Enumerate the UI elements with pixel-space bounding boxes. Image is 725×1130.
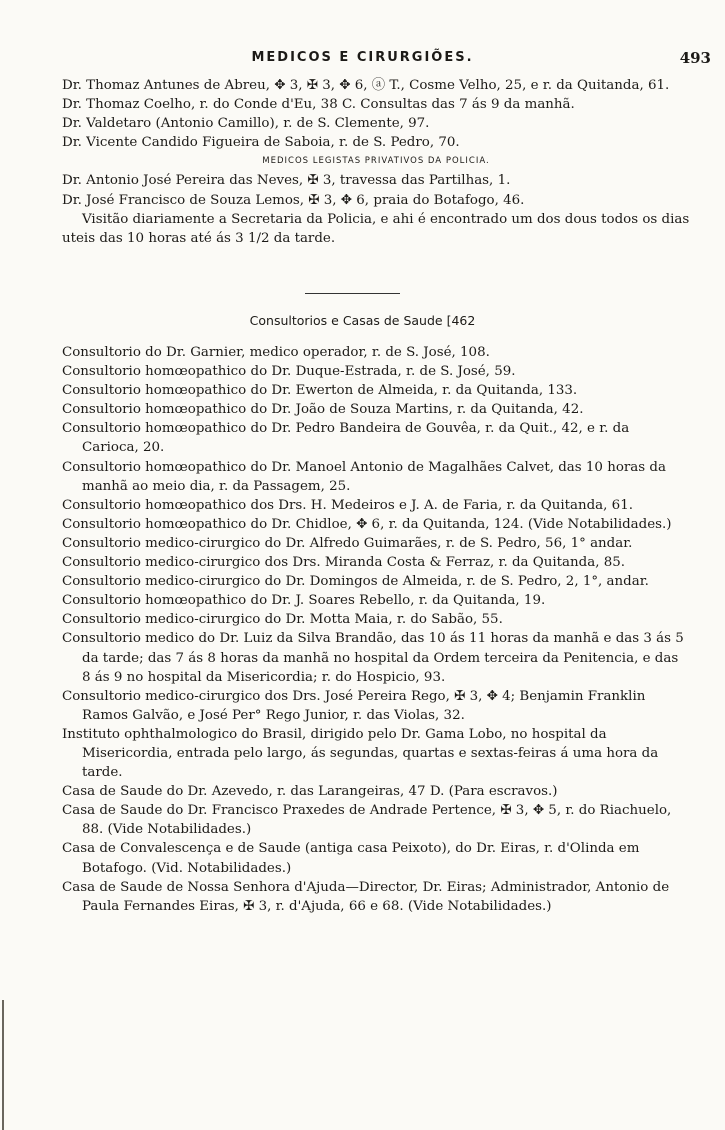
list-item: Casa de Saude de Nossa Senhora d'Ajuda—Director, Dr. Eiras; Administrador, Antonio de Paula Fernandes Eiras, ✠ 3, r. d'Ajuda, 66 e 68. (Vide Notabilidades.) (62, 879, 670, 914)
list-item: Consultorio medico do Dr. Luiz da Silva Brandão, das 10 ás 11 horas da manhã e das 3 ás 5 da tarde; das 7 ás 8 horas da manhã no hospital da Ordem terceira da Penitencia, e das 8 ás 9 no hospital da Misericordia; r. do Hospicio, 93. (62, 631, 684, 685)
section-title: Consultorios e Casas de Saude [462 (249, 313, 476, 328)
list-item: Dr. Thomaz Antunes de Abreu, ✥ 3, ✠ 3, ✥ 6, ⓐ T., Cosme Velho, 25, e r. da Quitanda, 61. (62, 78, 670, 93)
list-item: Casa de Saude do Dr. Francisco Praxedes de Andrade Pertence, ✠ 3, ✥ 5, r. do Riachuelo, 88. (Vide Notabilidades.) (62, 803, 672, 838)
list-item: Consultorio medico-cirurgico do Dr. Domingos de Almeida, r. de S. Pedro, 2, 1°, andar. (62, 574, 649, 590)
list-item: Consultorio homœopathico do Dr. Pedro Bandeira de Gouvêa, r. da Quit., 42, e r. da Carioca, 20. (62, 421, 630, 456)
page-number: 493 (679, 49, 711, 67)
list-item: Casa de Convalescença e de Saude (antiga casa Peixoto), do Dr. Eiras, r. d'Olinda em Botafogo. (Vid. Notabilidades.) (62, 841, 640, 876)
list-item: Casa de Saude do Dr. Azevedo, r. das Larangeiras, 47 D. (Para escravos.) (62, 784, 558, 800)
list-item: Consultorio homœopathico do Dr. Manoel Antonio de Magalhães Calvet, das 10 horas da manhã ao meio dia, r. da Passagem, 25. (62, 459, 666, 494)
list-item: Consultorio medico-cirurgico do Dr. Alfredo Guimarães, r. de S. Pedro, 56, 1° andar. (62, 535, 633, 551)
police-subheading: MEDICOS LEGISTAS PRIVATIVOS DA POLICIA. (262, 156, 490, 167)
list-item: Consultorio homœopathico do Dr. Ewerton de Almeida, r. da Quitanda, 133. (62, 383, 578, 399)
list-item: Consultorio medico-cirurgico dos Drs. José Pereira Rego, ✠ 3, ✥ 4; Benjamin Franklin Ramos Galvão, e José Per° Rego Junior, r. das Violas, 32. (62, 688, 646, 723)
list-item: Consultorio homœopathico dos Drs. H. Medeiros e J. A. de Faria, r. da Quitanda, 61. (62, 497, 633, 513)
margin-line (2, 1000, 4, 1130)
list-item: Consultorio homœopathico do Dr. J. Soares Rebello, r. da Quitanda, 19. (62, 593, 546, 609)
list-item: Consultorio medico-cirurgico dos Drs. Miranda Costa & Ferraz, r. da Quitanda, 85. (62, 555, 626, 571)
list-item: Dr. Antonio José Pereira das Neves, ✠ 3, travessa das Partilhas, 1. (62, 173, 511, 189)
physician-list (62, 76, 690, 248)
page-header (0, 50, 725, 72)
list-item: Consultorio homœopathico do Dr. Duque-Estrada, r. de S. José, 59. (62, 364, 516, 380)
list-item: Consultorio do Dr. Garnier, medico operador, r. de S. José, 108. (62, 345, 490, 360)
list-item: Instituto ophthalmologico do Brasil, dirigido pelo Dr. Gama Lobo, no hospital da Misericordia, entrada pelo largo, ás segundas, quartas e sextas-feiras á uma hora da tarde. (62, 726, 659, 781)
list-item: Dr. José Francisco de Souza Lemos, ✠ 3, ✥ 6, praia do Botafogo, 46. (62, 192, 525, 208)
list-item: Consultorio medico-cirurgico do Dr. Motta Maia, r. do Sabão, 55. (62, 612, 503, 628)
police-note: Visitão diariamente a Secretaria da Policia, e ahi é encontrado um dos dous todos os dias uteis das 10 horas até ás 3 1/2 da tarde. (62, 211, 690, 246)
running-title: MEDICOS E CIRURGIÕES. (251, 50, 474, 65)
list-item: Consultorio homœopathico do Dr. João de Souza Martins, r. da Quitanda, 42. (62, 402, 584, 418)
consultorios-list (62, 343, 690, 916)
section-divider (305, 293, 400, 294)
list-item: Dr. Vicente Candido Figueira de Saboia, r. de S. Pedro, 70. (62, 135, 460, 151)
list-item: Consultorio homœopathico do Dr. Chidloe, ✥ 6, r. da Quitanda, 124. (Vide Notabilidades.) (62, 516, 672, 532)
list-item: Dr. Valdetaro (Antonio Camillo), r. de S. Clemente, 97. (62, 116, 430, 132)
list-item: Dr. Thomaz Coelho, r. do Conde d'Eu, 38 C. Consultas das 7 ás 9 da manhã. (62, 97, 575, 113)
